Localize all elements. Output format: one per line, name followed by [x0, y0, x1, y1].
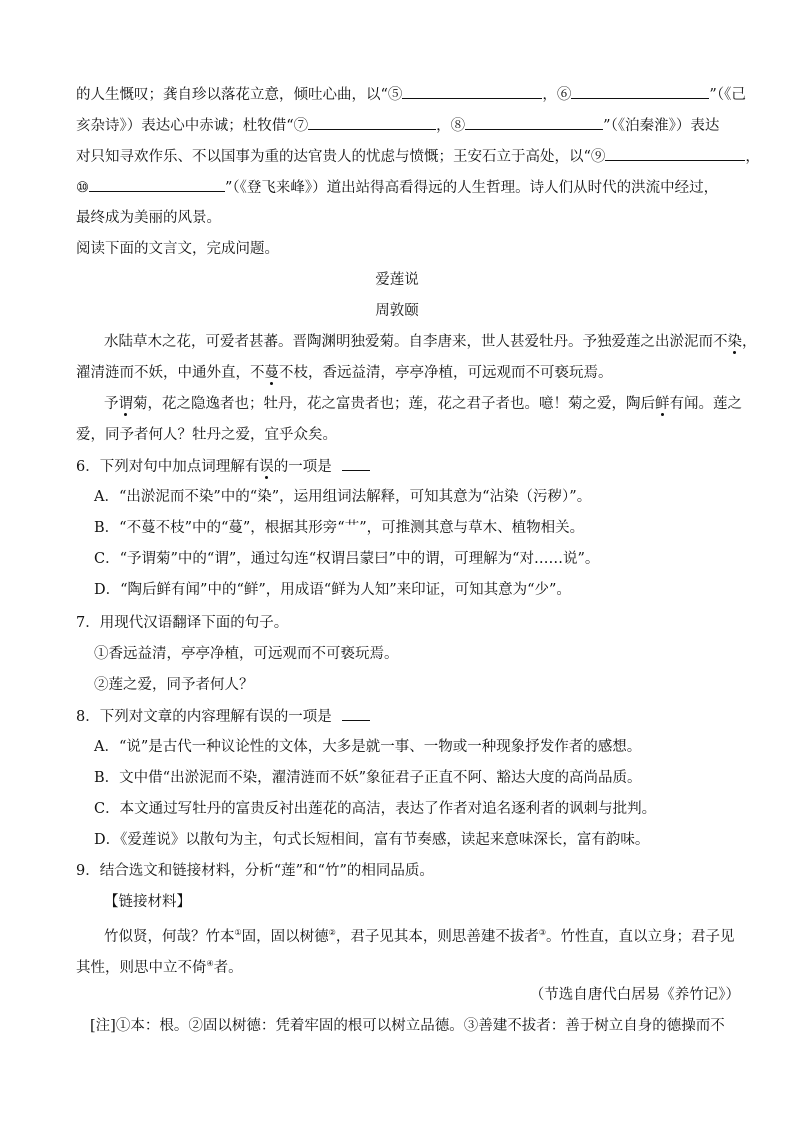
- text: ⑩: [76, 180, 89, 196]
- text: 对只知寻欢作乐、不以国事为重的达官贵人的忧虑与愤慨；王安石立于高处，以“⑨: [76, 149, 606, 165]
- essay-author: 周敦颐: [375, 303, 419, 319]
- text: 竹似贤，何哉？竹本: [104, 929, 235, 945]
- footnote-marker: ②: [328, 928, 336, 937]
- text: 不枝，香远益清，亭亭净植，可远观而不可亵玩焉。: [279, 365, 613, 381]
- dotted-word: 蔓: [264, 365, 279, 381]
- essay-p1-line-1: [104, 332, 757, 352]
- dotted-word: 谓: [118, 396, 133, 412]
- footnote-marker: ③: [538, 928, 547, 937]
- text: 固，固以树德: [241, 929, 329, 945]
- dotted-word: 鲜: [655, 396, 670, 412]
- text: ”（《登飞来峰》）道出站得高看得远的人生哲理。诗人们从时代的洪流中经过，: [225, 180, 719, 196]
- link-material-title: 【链接材料】: [104, 894, 191, 910]
- text: ，: [742, 334, 757, 350]
- question-9-stem: 9．结合选文和链接材料，分析“莲”和“竹”的相同品质。: [76, 863, 434, 879]
- q8-option-d[interactable]: D．《爱莲说》以散句为主，句式长短相间，富有节奏感，读起来意味深长，富有韵味。: [94, 832, 650, 848]
- text: 濯清涟而不妖，中通外直，不: [76, 365, 265, 381]
- text: ，⑥: [542, 87, 572, 103]
- text: 水陆草木之花，可爱者甚蕃。晋陶渊明独爱菊。自李唐来，世人甚爱牡丹。予独爱莲之出淤泥而不: [104, 334, 728, 350]
- q7-sentence-2: ②莲之爱，同予者何人？: [94, 677, 254, 693]
- text: 菊，花之隐逸者也；牡丹，花之富贵者也；莲，花之君子者也。噫！菊之爱，陶后: [133, 396, 655, 412]
- q8-option-c[interactable]: C．本文通过写牡丹的富贵反衬出莲花的高洁，表达了作者对追名逐利者的讽刺与批判。: [94, 801, 657, 817]
- question-7-stem: 7．用现代汉语翻译下面的句子。: [76, 615, 289, 631]
- q6-option-c[interactable]: C．“予谓菊”中的“谓”，通过勾连“权谓吕蒙曰”中的谓，可理解为“对……说”。: [94, 551, 600, 567]
- q6-option-a[interactable]: A．“出淤泥而不染”中的“染”，运用组词法解释，可知其意为“沾染（污秽）”。: [94, 489, 592, 505]
- text: ，: [745, 149, 760, 165]
- question-6-stem: [76, 456, 370, 477]
- text: 其性，则思中立不倚: [76, 960, 207, 976]
- poem-fill-line-2: [76, 115, 719, 136]
- answer-blank-q8[interactable]: [342, 706, 370, 721]
- text: 6．下列对句中加点词理解有: [76, 459, 260, 475]
- answer-blank-7[interactable]: [308, 115, 436, 130]
- text: 的一项是: [273, 459, 332, 475]
- material-notes: [注]①本：根。②固以树德：凭着牢固的根可以树立品德。③善建不拔者：善于树立自身的德操而不: [90, 1018, 725, 1034]
- answer-blank-10[interactable]: [89, 177, 225, 192]
- answer-blank-q6[interactable]: [342, 456, 370, 471]
- q7-sentence-1: ①香远益清，亭亭净植，可远观而不可亵玩焉。: [94, 646, 399, 662]
- text: 亥杂诗》）表达心中赤诚；杜牧借“⑦: [76, 118, 309, 134]
- answer-blank-8[interactable]: [465, 115, 603, 130]
- material-source: （节选自唐代白居易《养竹记》）: [529, 987, 740, 1003]
- text: 8．下列对文章的内容理解有误的一项是: [76, 709, 332, 725]
- essay-title: 爱莲说: [375, 272, 419, 288]
- text: 者。: [213, 960, 243, 976]
- footnote-marker: ④: [206, 959, 214, 968]
- dotted-word: 误: [259, 459, 274, 475]
- question-8-stem: [76, 706, 370, 727]
- essay-p2-line-2: 爱，同予者何人？牡丹之爱，宜乎众矣。: [76, 427, 337, 443]
- text: 。竹性直，直以立身；君子见: [546, 929, 735, 945]
- link-material-line-2: [76, 954, 243, 978]
- footnote-marker: ①: [234, 928, 242, 937]
- q8-option-a[interactable]: A．“说”是古代一种议论性的文体，大多是就一事、一物或一种现象抒发作者的感想。: [94, 739, 642, 755]
- essay-p1-line-2: [76, 363, 613, 383]
- q8-option-b[interactable]: B．文中借“出淤泥而不染，濯清涟而不妖”象征君子正直不阿、豁达大度的高尚品质。: [94, 770, 642, 786]
- poem-fill-line-3: [76, 146, 760, 167]
- poem-fill-line-4: [76, 177, 718, 198]
- text: ，君子见其本，则思善建不拔者: [335, 929, 539, 945]
- answer-blank-5[interactable]: [402, 84, 542, 99]
- text: ”（《泊秦淮》）表达: [603, 118, 720, 134]
- answer-blank-6[interactable]: [571, 84, 709, 99]
- text: ，⑧: [436, 118, 466, 134]
- answer-blank-9[interactable]: [605, 146, 745, 161]
- text: 的人生慨叹；龚自珍以落花立意，倾吐心曲，以“⑤: [76, 87, 403, 103]
- q6-option-d[interactable]: D．“陶后鲜有闻”中的“鲜”，用成语“鲜为人知”来印证，可知其意为“少”。: [94, 582, 571, 598]
- q6-option-b[interactable]: B．“不蔓不枝”中的“蔓”，根据其形旁“艹”，可推测其意与草木、植物相关。: [94, 520, 585, 536]
- text: 有闻。莲之: [669, 396, 742, 412]
- link-material-line-1: [104, 923, 735, 947]
- poem-fill-line-1: [76, 84, 746, 105]
- text: ”（《己: [709, 87, 746, 103]
- dotted-word: 染: [727, 334, 742, 350]
- poem-fill-line-5: 最终成为美丽的风景。: [76, 210, 221, 226]
- text: 予: [104, 396, 119, 412]
- essay-p2-line-1: [104, 394, 742, 414]
- reading-instruction: 阅读下面的文言文，完成问题。: [76, 241, 279, 257]
